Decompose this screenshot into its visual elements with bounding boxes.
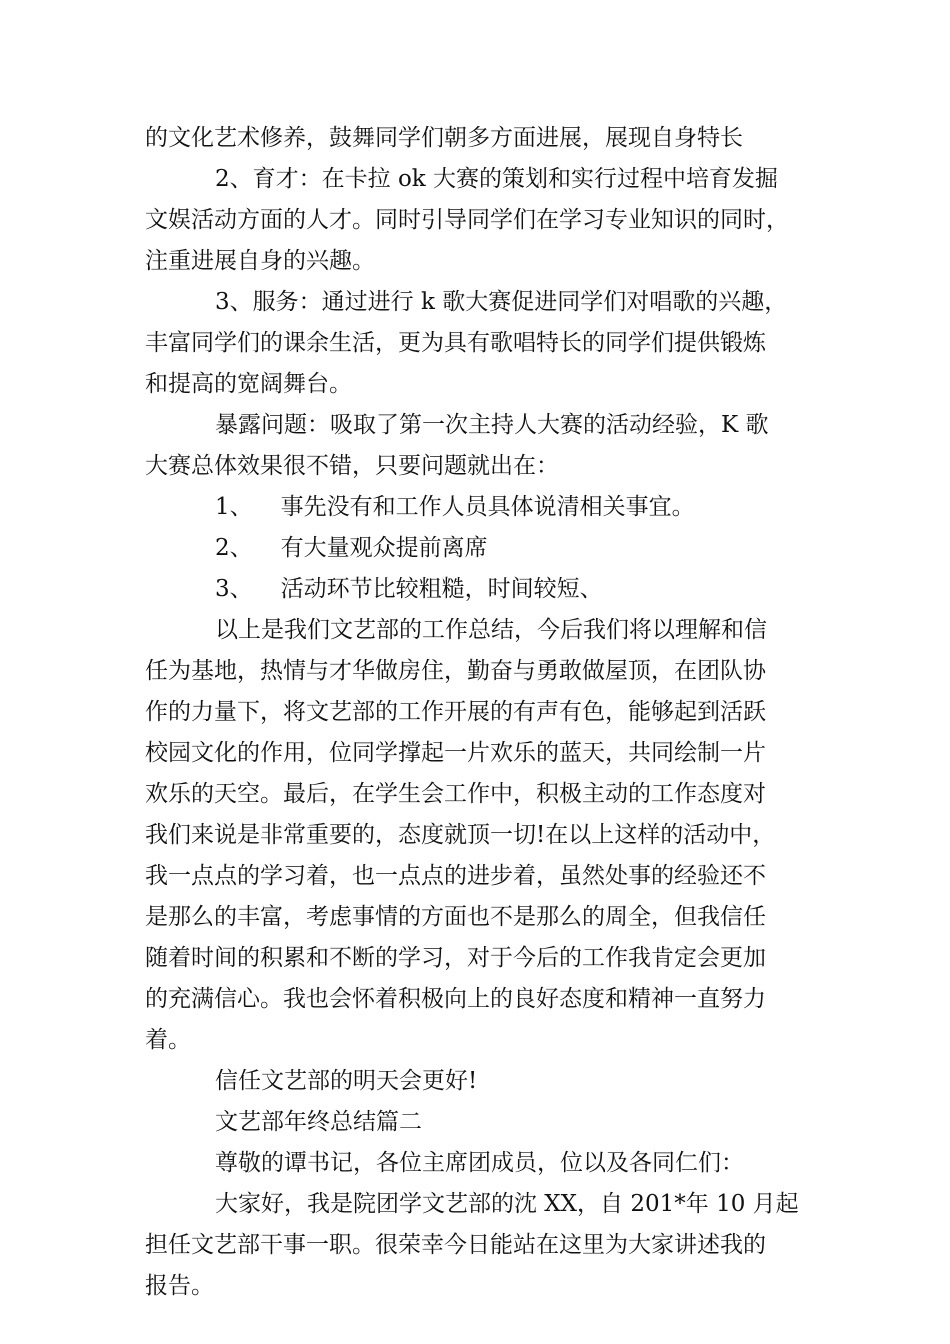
list-text: 有大量观众提前离席	[280, 535, 488, 561]
text-line: 我一点点的学习着，也一点点的进步着，虽然处事的经验还不	[145, 863, 766, 889]
paragraph-start: 暴露问题：吸取了第一次主持人大赛的活动经验，K 歌	[215, 412, 769, 438]
text-line: 校园文化的作用，位同学撑起一片欢乐的蓝天，共同绘制一片	[145, 740, 766, 766]
list-number: 1、	[215, 494, 253, 520]
text-line: 文娱活动方面的人才。同时引导同学们在学习专业知识的同时，	[145, 207, 789, 233]
section-heading: 文艺部年终总结篇二	[215, 1109, 422, 1135]
text-line: 欢乐的天空。最后，在学生会工作中，积极主动的工作态度对	[145, 781, 766, 807]
text-line: 着。	[145, 1027, 191, 1053]
text-line: 丰富同学们的课余生活，更为具有歌唱特长的同学们提供锻炼	[145, 330, 766, 356]
document-body	[145, 118, 799, 1307]
text-line: 是那么的丰富，考虑事情的方面也不是那么的周全，但我信任	[145, 904, 766, 930]
text-line: 任为基地，热情与才华做房住，勤奋与勇敢做屋顶，在团队协	[145, 658, 766, 684]
paragraph-start: 以上是我们文艺部的工作总结，今后我们将以理解和信	[215, 617, 767, 643]
text-line: 我们来说是非常重要的，态度就顶一切!在以上这样的活动中，	[145, 822, 776, 848]
list-text: 事先没有和工作人员具体说清相关事宜。	[280, 494, 695, 520]
list-number: 3、	[215, 576, 253, 602]
list-text: 活动环节比较粗糙，时间较短、	[280, 576, 603, 602]
list-item-2: 2、育才：在卡拉 ok 大赛的策划和实行过程中培育发掘	[215, 166, 779, 192]
problem-item-2	[145, 528, 795, 569]
text-line: 作的力量下，将文艺部的工作开展的有声有色，能够起到活跃	[145, 699, 766, 725]
text-line: 担任文艺部干事一职。很荣幸今日能站在这里为大家讲述我的	[145, 1232, 766, 1258]
list-item-3: 3、服务：通过进行 k 歌大赛促进同学们对唱歌的兴趣，	[215, 289, 788, 315]
list-number: 2、	[215, 535, 253, 561]
text-line: 注重进展自身的兴趣。	[145, 248, 375, 274]
paragraph-start: 大家好，我是院团学文艺部的沈 XX，自 201*年 10 月起	[215, 1191, 799, 1217]
paragraph-start: 信任文艺部的明天会更好!	[215, 1068, 478, 1094]
problem-item-1	[145, 487, 795, 528]
text-line: 和提高的宽阔舞台。	[145, 371, 352, 397]
text-line: 大赛总体效果很不错，只要问题就出在：	[145, 453, 559, 479]
text-line: 的充满信心。我也会怀着积极向上的良好态度和精神一直努力	[145, 986, 766, 1012]
text-line: 的文化艺术修养，鼓舞同学们朝多方面进展，展现自身特长	[145, 125, 743, 151]
text-line: 报告。	[145, 1273, 214, 1299]
problem-item-3	[145, 569, 795, 610]
salutation: 尊敬的谭书记，各位主席团成员，位以及各同仁们：	[215, 1150, 744, 1176]
text-line: 随着时间的积累和不断的学习，对于今后的工作我肯定会更加	[145, 945, 766, 971]
